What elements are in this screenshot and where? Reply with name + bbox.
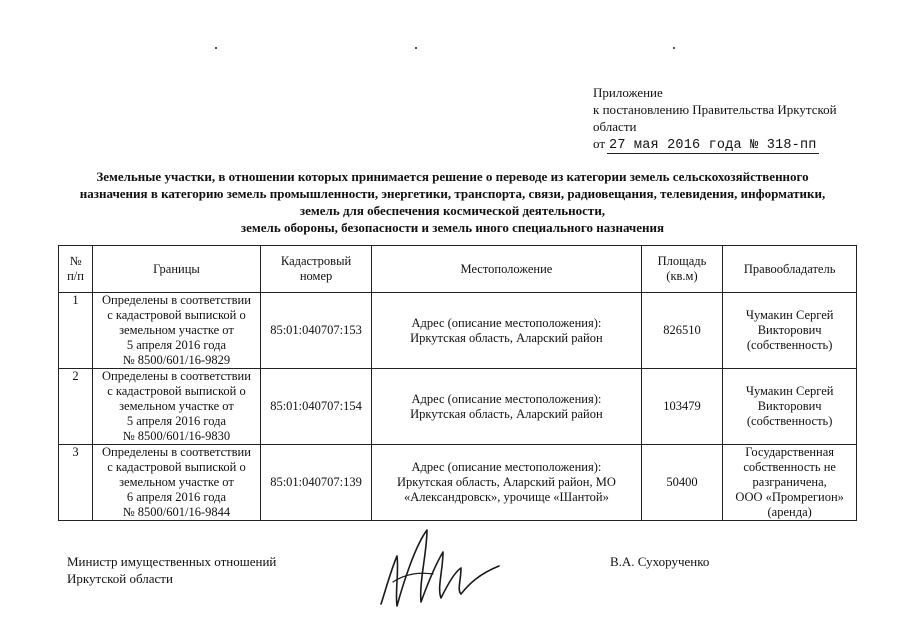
row-area: 826510 xyxy=(641,293,723,369)
row-number: 2 xyxy=(59,369,93,445)
owner-line: (собственность) xyxy=(746,338,833,352)
header-area xyxy=(641,246,723,293)
owner-line: Викторович xyxy=(757,323,822,337)
row-location xyxy=(372,293,641,369)
owner-line: (собственность) xyxy=(746,414,833,428)
owner-line: (аренда) xyxy=(767,505,812,519)
location-line: Адрес (описание местоположения): xyxy=(411,315,602,330)
boundary-line: земельном участке от xyxy=(119,323,234,337)
table-row xyxy=(59,445,857,521)
signatory-name: В.А. Сухорученко xyxy=(610,554,710,569)
boundary-line: Определены в соответствии xyxy=(102,445,251,459)
title-line: назначения в категорию земель промышленности, энергетики, транспорта, связи, радиовещания, телевидения, информатики, xyxy=(79,186,826,201)
resolution-date: 27 мая 2016 года № 318-пп xyxy=(609,138,817,153)
document-title xyxy=(30,168,875,236)
signatory-position xyxy=(67,553,276,587)
appendix-region: области xyxy=(593,119,637,134)
row-cadastral: 85:01:040707:139 xyxy=(260,445,371,521)
row-number: 1 xyxy=(59,293,93,369)
header-number-line: п/п xyxy=(67,269,84,283)
appendix-resolution: к постановлению Правительства Иркутской xyxy=(593,102,837,117)
title-line: земель обороны, безопасности и земель иного специального назначения xyxy=(240,220,665,235)
row-location xyxy=(372,445,641,521)
date-prefix: от xyxy=(593,136,606,151)
row-owner xyxy=(723,445,857,521)
row-cadastral: 85:01:040707:153 xyxy=(260,293,371,369)
row-boundary xyxy=(93,445,261,521)
header-number-line: № xyxy=(69,254,82,268)
appendix-block xyxy=(593,84,837,154)
scan-speck xyxy=(673,47,675,49)
handwritten-signature xyxy=(375,522,505,612)
header-number xyxy=(59,246,93,293)
boundary-line: Определены в соответствии xyxy=(102,293,251,307)
boundary-line: с кадастровой выпиской о xyxy=(107,308,246,322)
row-owner xyxy=(723,293,857,369)
owner-line: собственность не xyxy=(743,460,836,474)
boundary-line: № 8500/601/16-9844 xyxy=(122,505,231,519)
owner-line: Государственная xyxy=(745,445,835,459)
boundary-line: с кадастровой выпиской о xyxy=(107,384,246,398)
header-owner: Правообладатель xyxy=(723,246,857,293)
location-line: Иркутская область, Аларский район xyxy=(410,330,603,345)
owner-line: Чумакин Сергей xyxy=(745,384,834,398)
appendix-label: Приложение xyxy=(593,85,663,100)
row-boundary xyxy=(93,369,261,445)
appendix-date-line xyxy=(593,135,837,154)
header-area-line: (кв.м) xyxy=(666,269,698,283)
table-row xyxy=(59,369,857,445)
owner-line: Чумакин Сергей xyxy=(745,308,834,322)
title-line: земель для обеспечения космической деятельности, xyxy=(299,203,606,218)
boundary-line: № 8500/601/16-9830 xyxy=(122,429,231,443)
boundary-line: с кадастровой выпиской о xyxy=(107,460,246,474)
owner-line: Викторович xyxy=(757,399,822,413)
location-line: Адрес (описание местоположения): xyxy=(411,460,602,474)
owner-line: ООО «Промрегион» xyxy=(735,490,844,504)
position-line: Министр имущественных отношений xyxy=(67,554,277,569)
boundary-line: земельном участке от xyxy=(119,475,234,489)
boundary-line: земельном участке от xyxy=(119,399,234,413)
header-cadastral xyxy=(260,246,371,293)
scan-speck xyxy=(415,47,417,49)
boundary-line: Определены в соответствии xyxy=(102,369,251,383)
location-line: Иркутская область, Аларский район, МО xyxy=(396,475,616,489)
location-line: Адрес (описание местоположения): xyxy=(411,391,602,406)
location-line: «Александровск», урочище «Шантой» xyxy=(403,490,609,504)
header-boundaries: Границы xyxy=(93,246,261,293)
location-line: Иркутская область, Аларский район xyxy=(410,406,603,421)
table-header-row xyxy=(59,246,857,293)
boundary-line: 6 апреля 2016 года xyxy=(126,490,227,504)
row-cadastral: 85:01:040707:154 xyxy=(260,369,371,445)
table-row xyxy=(59,293,857,369)
row-owner xyxy=(723,369,857,445)
header-location: Местоположение xyxy=(372,246,641,293)
row-location xyxy=(372,369,641,445)
row-area: 50400 xyxy=(641,445,723,521)
scan-speck xyxy=(215,47,217,49)
header-cadastral-line: номер xyxy=(299,269,333,283)
header-area-line: Площадь xyxy=(657,254,707,268)
boundary-line: 5 апреля 2016 года xyxy=(126,338,227,352)
owner-line: разграничена, xyxy=(752,475,827,489)
position-line: Иркутской области xyxy=(67,571,173,586)
land-plots-table xyxy=(58,245,857,521)
row-number: 3 xyxy=(59,445,93,521)
row-boundary xyxy=(93,293,261,369)
title-line: Земельные участки, в отношении которых принимается решение о переводе из категории земель сельскохозяйственного xyxy=(96,169,809,184)
boundary-line: № 8500/601/16-9829 xyxy=(122,353,231,367)
boundary-line: 5 апреля 2016 года xyxy=(126,414,227,428)
row-area: 103479 xyxy=(641,369,723,445)
header-cadastral-line: Кадастровый xyxy=(280,254,352,268)
